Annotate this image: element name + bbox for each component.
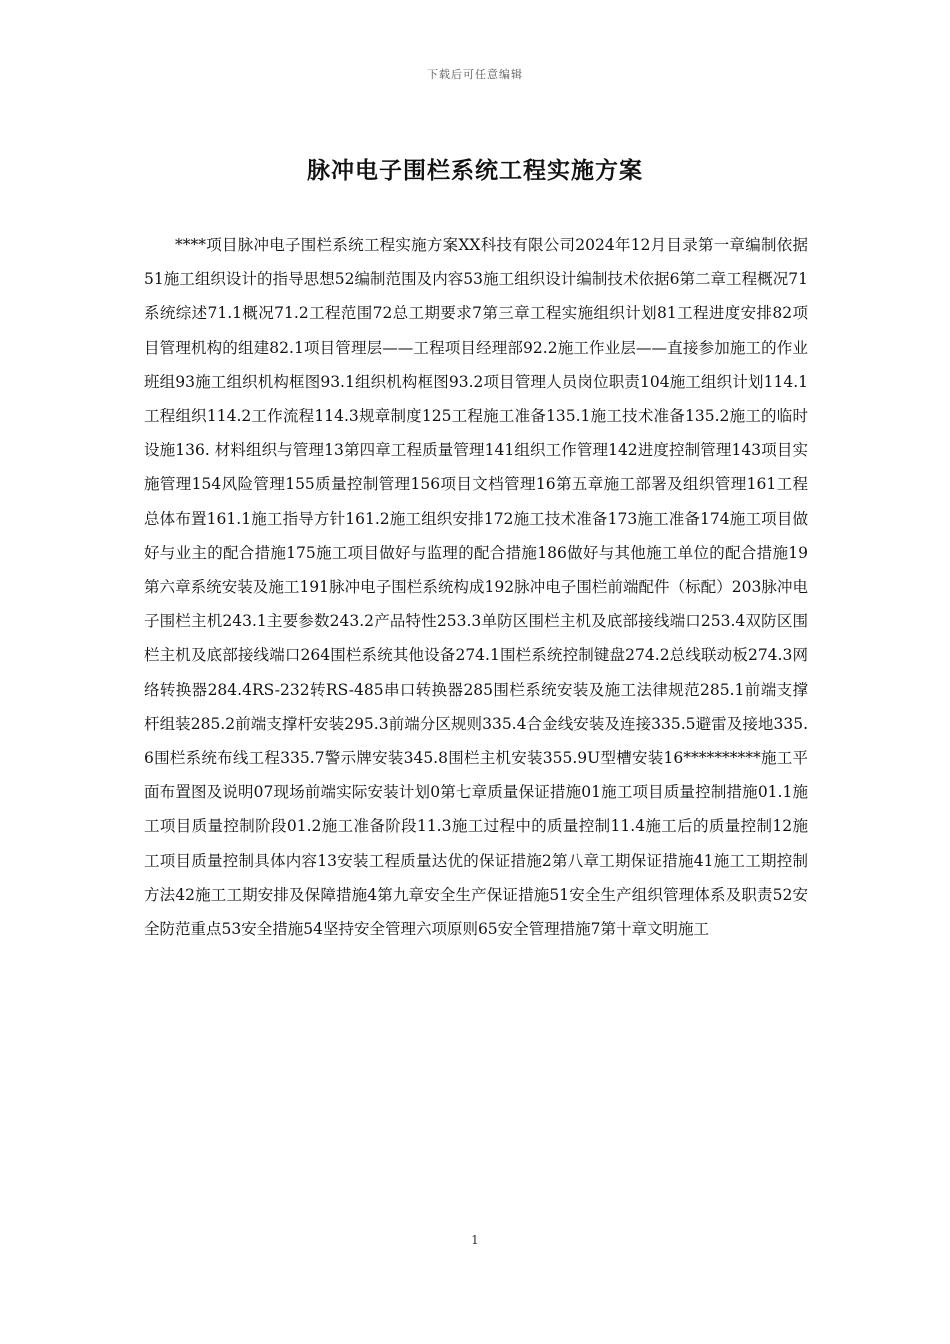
document-title: 脉冲电子围栏系统工程实施方案 — [307, 158, 643, 184]
page-header-note: 下载后可任意编辑 — [427, 68, 523, 81]
document-body-paragraph: ****项目脉冲电子围栏系统工程实施方案XX科技有限公司2024年12月目录第一章编制依据51施工组织设计的指导思想52编制范围及内容53施工组织设计编制技术依据6第二章工程概况71系统综述71.1概况71.2工程范围72总工期要求7第三章工程实施组织计划81工程进度安排82项目管理机构的组建82.1项目管理层——工程项目经理部92.2施工作业层——直接参加施工的作业班组93施工组织机构框图93.1组织机构框图93.2项目管理人员岗位职责104施工组织计划114.1工程组织114.2工作流程114.3规章制度125工程施工准备135.1施工技术准备135.2施工的临时设施136. 材料组织与管理13第四章工程质量管理141组织工作管理142进度控制管理143项目实施管理154风险管理155质量控制管理156项目文档管理16第五章施工部署及组织管理161工程总体布置161.1施工指导方针161.2施工组织安排172施工技术准备173施工准备174施工项目做好与业主的配合措施175施工项目做好与监理的配合措施186做好与其他施工单位的配合措施19第六章系统安装及施工191脉冲电子围栏系统构成192脉冲电子围栏前端配件（标配）203脉冲电子围栏主机243.1主要参数243.2产品特性253.3单防区围栏主机及底部接线端口253.4双防区围栏主机及底部接线端口264围栏系统其他设备274.1围栏系统控制键盘274.2总线联动板274.3网络转换器284.4RS-232转RS-485串口转换器285围栏系统安装及施工法律规范285.1前端支撑杆组装285.2前端支撑杆安装295.3前端分区规则335.4合金线安装及连接335.5避雷及接地335.6围栏系统布线工程335.7警示牌安装345.8围栏主机安装355.9U型槽安装16**********施工平面布置图及说明07现场前端实际安装计划0第七章质量保证措施01施工项目质量控制措施01.1施工项目质量控制阶段01.2施工准备阶段11.3施工过程中的质量控制11.4施工后的质量控制12施工项目质量控制具体内容13安装工程质量达优的保证措施2第八章工期保证措施41施工工期控制方法42施工工期安排及保障措施4第九章安全生产保证措施51安全生产组织管理体系及职责52安全防范重点53安全措施54坚持安全管理六项原则65安全管理措施7第十章文明施工 — [144, 236, 808, 939]
page-number: 1 — [471, 1233, 479, 1247]
